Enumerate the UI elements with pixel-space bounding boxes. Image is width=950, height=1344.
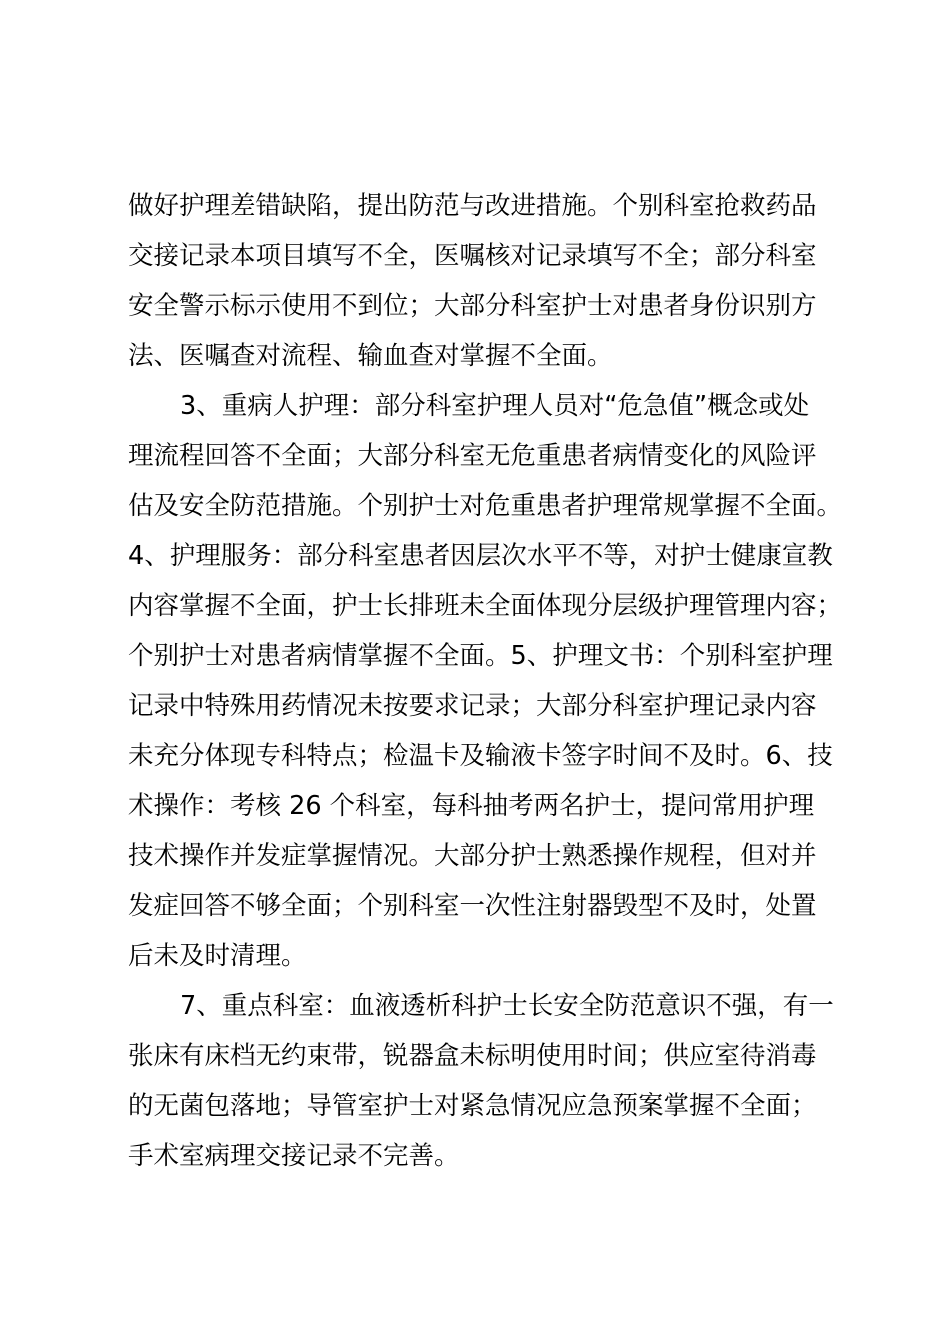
text-line: 安全警示标示使用不到位；大部分科室护士对患者身份识别方 xyxy=(128,291,817,321)
text-line: 做好护理差错缺陷，提出防范与改进措施。个别科室抢救药品 xyxy=(128,191,817,221)
text-line: 4、护理服务：部分科室患者因层次水平不等，对护士健康宣教 xyxy=(128,541,833,571)
text-line: 个别护士对患者病情掌握不全面。5、护理文书：个别科室护理 xyxy=(128,641,833,671)
text-line: 记录中特殊用药情况未按要求记录；大部分科室护理记录内容 xyxy=(128,691,817,721)
text-line: 法、医嘱查对流程、输血查对掌握不全面。 xyxy=(128,341,613,371)
text-line: 后未及时清理。 xyxy=(128,941,307,971)
text-line: 未充分体现专科特点；检温卡及输液卡签字时间不及时。6、技 xyxy=(128,741,833,771)
text-line: 交接记录本项目填写不全，医嘱核对记录填写不全；部分科室 xyxy=(128,241,817,271)
text-line: 理流程回答不全面；大部分科室无危重患者病情变化的风险评 xyxy=(128,441,817,471)
text-line: 技术操作并发症掌握情况。大部分护士熟悉操作规程，但对并 xyxy=(128,841,817,871)
text-line: 估及安全防范措施。个别护士对危重患者护理常规掌握不全面。 xyxy=(128,491,843,521)
text-line-paragraph-start: 3、重病人护理：部分科室护理人员对“危急值”概念或处 xyxy=(180,391,810,421)
text-line: 手术室病理交接记录不完善。 xyxy=(128,1141,460,1171)
text-line-paragraph-start: 7、重点科室：血液透析科护士长安全防范意识不强，有一 xyxy=(180,991,834,1021)
text-line: 术操作：考核 26 个科室，每科抽考两名护士，提问常用护理 xyxy=(128,791,815,821)
text-line: 的无菌包落地；导管室护士对紧急情况应急预案掌握不全面； xyxy=(128,1091,817,1121)
text-line: 内容掌握不全面，护士长排班未全面体现分层级护理管理内容； xyxy=(128,591,843,621)
text-line: 发症回答不够全面；个别科室一次性注射器毁型不及时，处置 xyxy=(128,891,817,921)
text-line: 张床有床档无约束带，锐器盒未标明使用时间；供应室待消毒 xyxy=(128,1041,817,1071)
